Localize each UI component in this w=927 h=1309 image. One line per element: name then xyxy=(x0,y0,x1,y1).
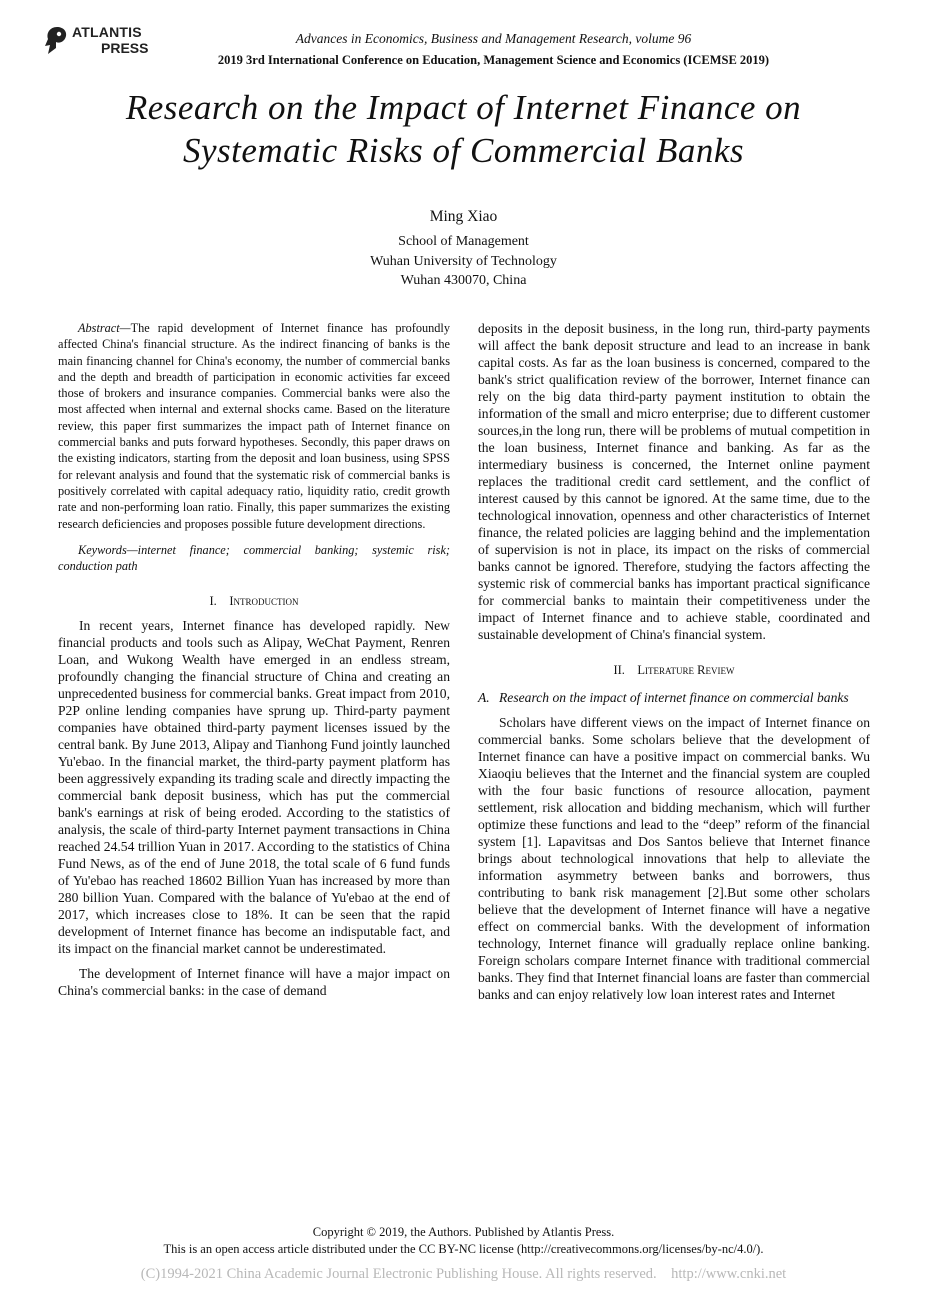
abstract-label: Abstract— xyxy=(78,321,131,335)
affiliation-dept: School of Management xyxy=(398,234,529,249)
literature-paragraph-1: Scholars have different views on the impact of Internet finance on commercial banks. Some scholars believe that the development of Internet finance can have a positive impact on commercial banks. Wu Xiaoqiu believes that the Internet and the financial system are coupled with the four basic functions of resource allocation, payment settlement, risk allocation and bidding mechanism, which will further optimize these functions and lead to the “deep” reform of the financial system [1]. Lapavitsas and Dos Santos believe that Internet finance brings about technological innovations that help to alleviate the information asymmetry between banks and borrowers, thus contributing to bank risk management [2].But some other scholars believe that the development of Internet finance will have a negative effect on commercial banks. With the development of information technology, Internet finance will gradually replace online banking. Foreign scholars compare Internet finance with traditional commercial banks. They find that Internet financial loans are faster than commercial banks and can enjoy relatively low loan interest rates and Internet xyxy=(478,715,870,1002)
license-line: This is an open access article distributed under the CC BY-NC license (http://creativecommons.org/licenses/by-nc/4.0/). xyxy=(163,1242,764,1256)
cnki-watermark: (C)1994-2021 China Academic Journal Electronic Publishing House. All rights reserved. http://www.cnki.net xyxy=(140,1266,787,1282)
section-heading-introduction xyxy=(58,593,450,610)
author-name: Ming Xiao xyxy=(429,208,498,225)
copyright-line: Copyright © 2019, the Authors. Published by Atlantis Press. xyxy=(312,1225,615,1239)
abstract xyxy=(58,320,450,532)
subsection-title: Research on the impact of internet finance on commercial banks xyxy=(499,690,849,705)
logo-text-atlantis: ATLANTIS xyxy=(72,24,142,40)
keywords: Keywords—internet finance; commercial banking; systemic risk; conduction path xyxy=(58,542,450,574)
copyright-footer xyxy=(0,1224,927,1258)
left-column xyxy=(58,320,450,999)
author-affiliation xyxy=(0,232,927,291)
section-title: Literature Review xyxy=(637,663,735,677)
logo-text-press: PRESS xyxy=(101,40,149,56)
title-line-1: Research on the Impact of Internet Finance on xyxy=(125,88,802,127)
intro-paragraph-2: The development of Internet finance will have a major impact on China's commercial banks: in the case of demand xyxy=(58,966,450,999)
intro-paragraph-1: In recent years, Internet finance has developed rapidly. New financial products and tools such as Alipay, WeChat Payment, Renren Loan, and Wukong Wealth have emerged in an endless stream, profoundly changing the financial structure of China and creating an unprecedented business for commercial banks. Great impact from 2010, P2P online lending companies have sprung up. Third-party payment companies have obtained third-party payment licenses issued by the central bank. By June 2013, Alipay and Tianhong Fund jointly launched Yu'ebao. In the financial market, the third-party payment platform has been aggressively expanding its trading scale and directly impacting the commercial bank deposit business, which has put the commercial bank's earnings at risk of being eroded. According to the statistics of analysis, the scale of third-party Internet payment transactions in China reached 24.54 trillion Yuan in 2017. According to the statistics of China Fund News, as of the end of June 2018, the total scale of 6 fund funds of Yu'ebao has reached 18602 Billion Yuan has increased by more than 280 billion Yuan. Compared with the balance of Yu'ebao at the end of 2017, which increases close to 18%. It can be seen that the rapid development of Internet finance has become an indisputable fact, and its impact on the financial market cannot be underestimated. xyxy=(58,618,450,957)
right-column xyxy=(478,320,870,1003)
section-heading-literature-review xyxy=(478,662,870,679)
subsection-heading-a xyxy=(478,689,870,706)
section-number: I. xyxy=(209,594,217,609)
affiliation-city: Wuhan 430070, China xyxy=(400,273,527,288)
title-line-2: Systematic Risks of Commercial Banks xyxy=(182,131,745,170)
section-title: Introduction xyxy=(229,594,299,609)
section-number: II. xyxy=(613,663,625,677)
affiliation-univ: Wuhan University of Technology xyxy=(370,253,557,269)
abstract-text: The rapid development of Internet finance has profoundly affected China's financial structure. As the indirect financing of banks is the main financing channel for China's economy, the number of commercial banks and the depth and breadth of participation in economic activities far exceed those of brokers and insurance companies. Commercial banks were also the most affected when internal and external shocks came. Based on the literature review, this paper first summarizes the impact path of Internet finance on commercial banks and puts forward hypotheses. Secondly, this paper draws on the existing indicators, starting from the deposit and loan business, using SPSS for relevant analysis and found that the systematic risk of commercial banks is positively correlated with capital adequacy ratio, liquidity ratio, credit growth rate and non-performing loan ratio. Finally, this paper summarizes the existing research deficiencies and proposes possible future development directions. xyxy=(58,321,450,531)
conference-header: 2019 3rd International Conference on Education, Management Science and Economics (ICEMSE 2019) xyxy=(217,53,770,67)
subsection-number: A. xyxy=(478,690,490,705)
journal-header: Advances in Economics, Business and Management Research, volume 96 xyxy=(295,31,692,46)
intro-paragraph-2-continued: deposits in the deposit business, in the long run, third-party payments will affect the bank deposit structure and lead to an increase in bank capital costs. As far as the loan business is concerned, compared to the bank's strict qualification review of the borrower, Internet finance can rely on the big data third-party payment institution to obtain the information of the small and micro enterprise; due to different customer sources,in the long run, there will be problems of mutual competition in the loan business, Internet finance and banking. As far as the intermediary business is concerned, the Internet online payment replaces the traditional credit card settlement, and the conflict of interest caused by this cannot be ignored. At the same time, due to the technological innovation, openness and other characteristics of Internet finance, the related policies are lagging behind and the implementation of supervision is not in place, its impact on the risks of commercial banks cannot be ignored. Therefore, studying the factors affecting the systemic risk of commercial banks has important practical significance for commercial banks to maintain their competitiveness under the impact of Internet finance and to achieve stable, coordinated and sustainable development of China's financial system. xyxy=(478,321,870,642)
paper-title xyxy=(60,86,867,172)
